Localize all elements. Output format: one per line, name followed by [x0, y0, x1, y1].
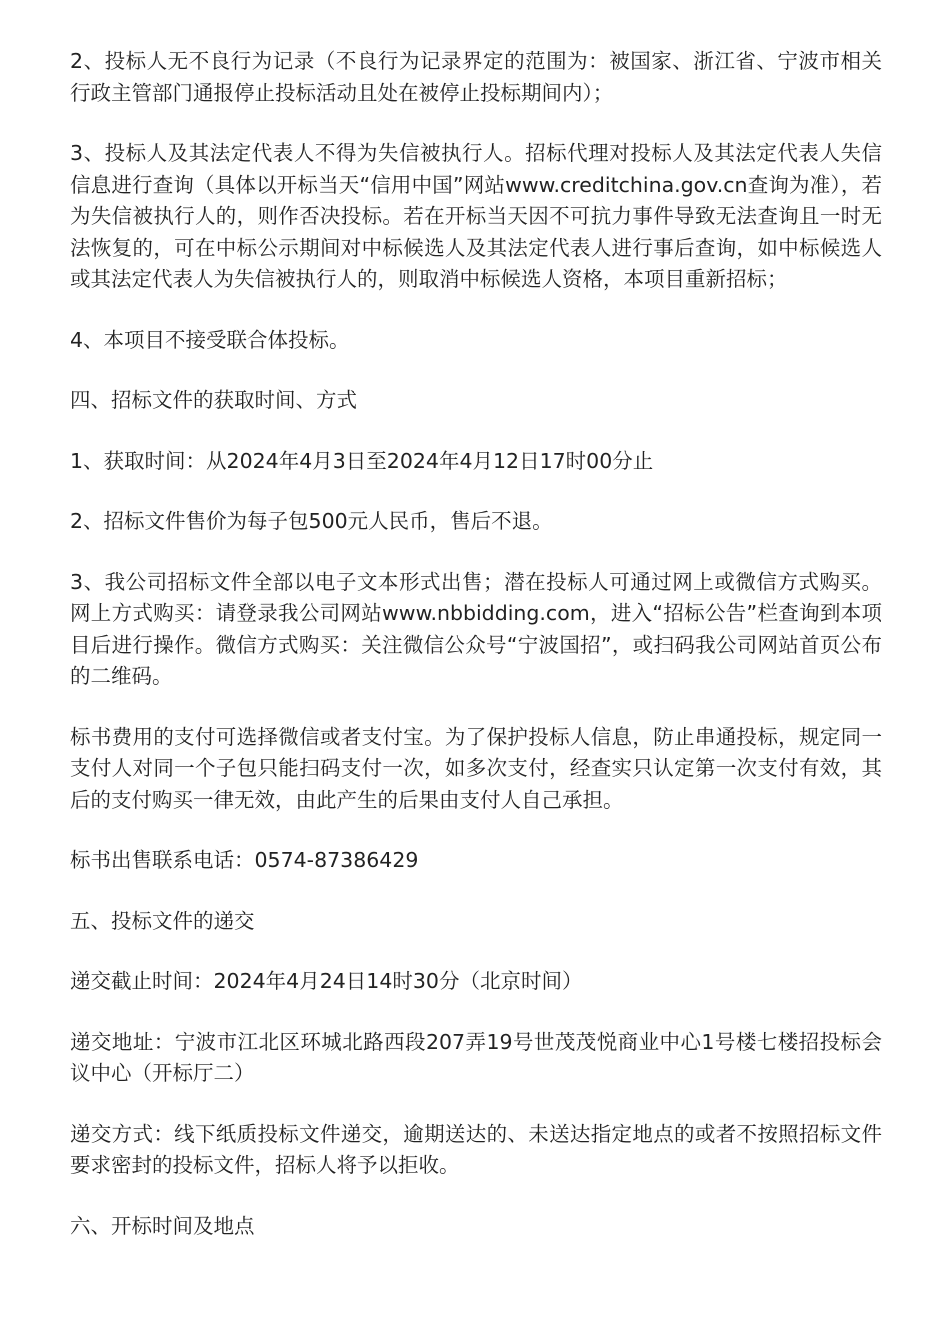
submission-address: 递交地址：宁波市江北区环城北路西段207弄19号世茂茂悦商业中心1号楼七楼招投标会议中心（开标厅二）: [70, 1029, 882, 1085]
section-heading-obtain-documents: 四、招标文件的获取时间、方式: [70, 388, 357, 412]
dishonest-executee-requirement: 3、投标人及其法定代表人不得为失信被执行人。招标代理对投标人及其法定代表人失信信息进行查询（具体以开标当天“信用中国”网站www.creditchina.gov.cn查询为准），若为失信被执行人的，则作否决投标。若在开标当天因不可抗力事件导致无法查询且一时无法恢复的，可在中标公示期间对中标候选人及其法定代表人进行事后查询，如中标候选人或其法定代表人为失信被执行人的，则取消中标候选人资格，本项目重新招标；: [70, 141, 882, 291]
submission-method: 递交方式：线下纸质投标文件递交，逾期送达的、未送达指定地点的或者不按照招标文件要求密封的投标文件，招标人将予以拒收。: [70, 1121, 882, 1177]
document-price: 2、招标文件售价为每子包500元人民币，售后不退。: [70, 509, 553, 533]
document-body: [70, 46, 882, 1242]
submission-deadline: 递交截止时间：2024年4月24日14时30分（北京时间）: [70, 969, 583, 993]
bad-record-requirement: 2、投标人无不良行为记录（不良行为记录界定的范围为：被国家、浙江省、宁波市相关行政主管部门通报停止投标活动且处在被停止投标期间内）；: [70, 49, 882, 105]
obtain-time: 1、获取时间：从2024年4月3日至2024年4月12日17时00分止: [70, 448, 654, 473]
payment-rules: 标书费用的支付可选择微信或者支付宝。为了保护投标人信息，防止串通投标，规定同一支付人对同一个子包只能扫码支付一次，如多次支付，经查实只认定第一次支付有效，其后的支付购买一律无效，由此产生的后果由支付人自己承担。: [70, 724, 882, 812]
purchase-method: 3、我公司招标文件全部以电子文本形式出售；潜在投标人可通过网上或微信方式购买。网上方式购买：请登录我公司网站www.nbbidding.com，进入“招标公告”栏查询到本项目后进行操作。微信方式购买：关注微信公众号“宁波国招”，或扫码我公司网站首页公布的二维码。: [70, 569, 882, 688]
section-heading-opening: 六、开标时间及地点: [70, 1213, 255, 1238]
section-heading-submission: 五、投标文件的递交: [70, 908, 255, 933]
no-consortium-note: 4、本项目不接受联合体投标。: [70, 327, 350, 352]
sales-contact-phone: 标书出售联系电话：0574-87386429: [70, 848, 419, 872]
